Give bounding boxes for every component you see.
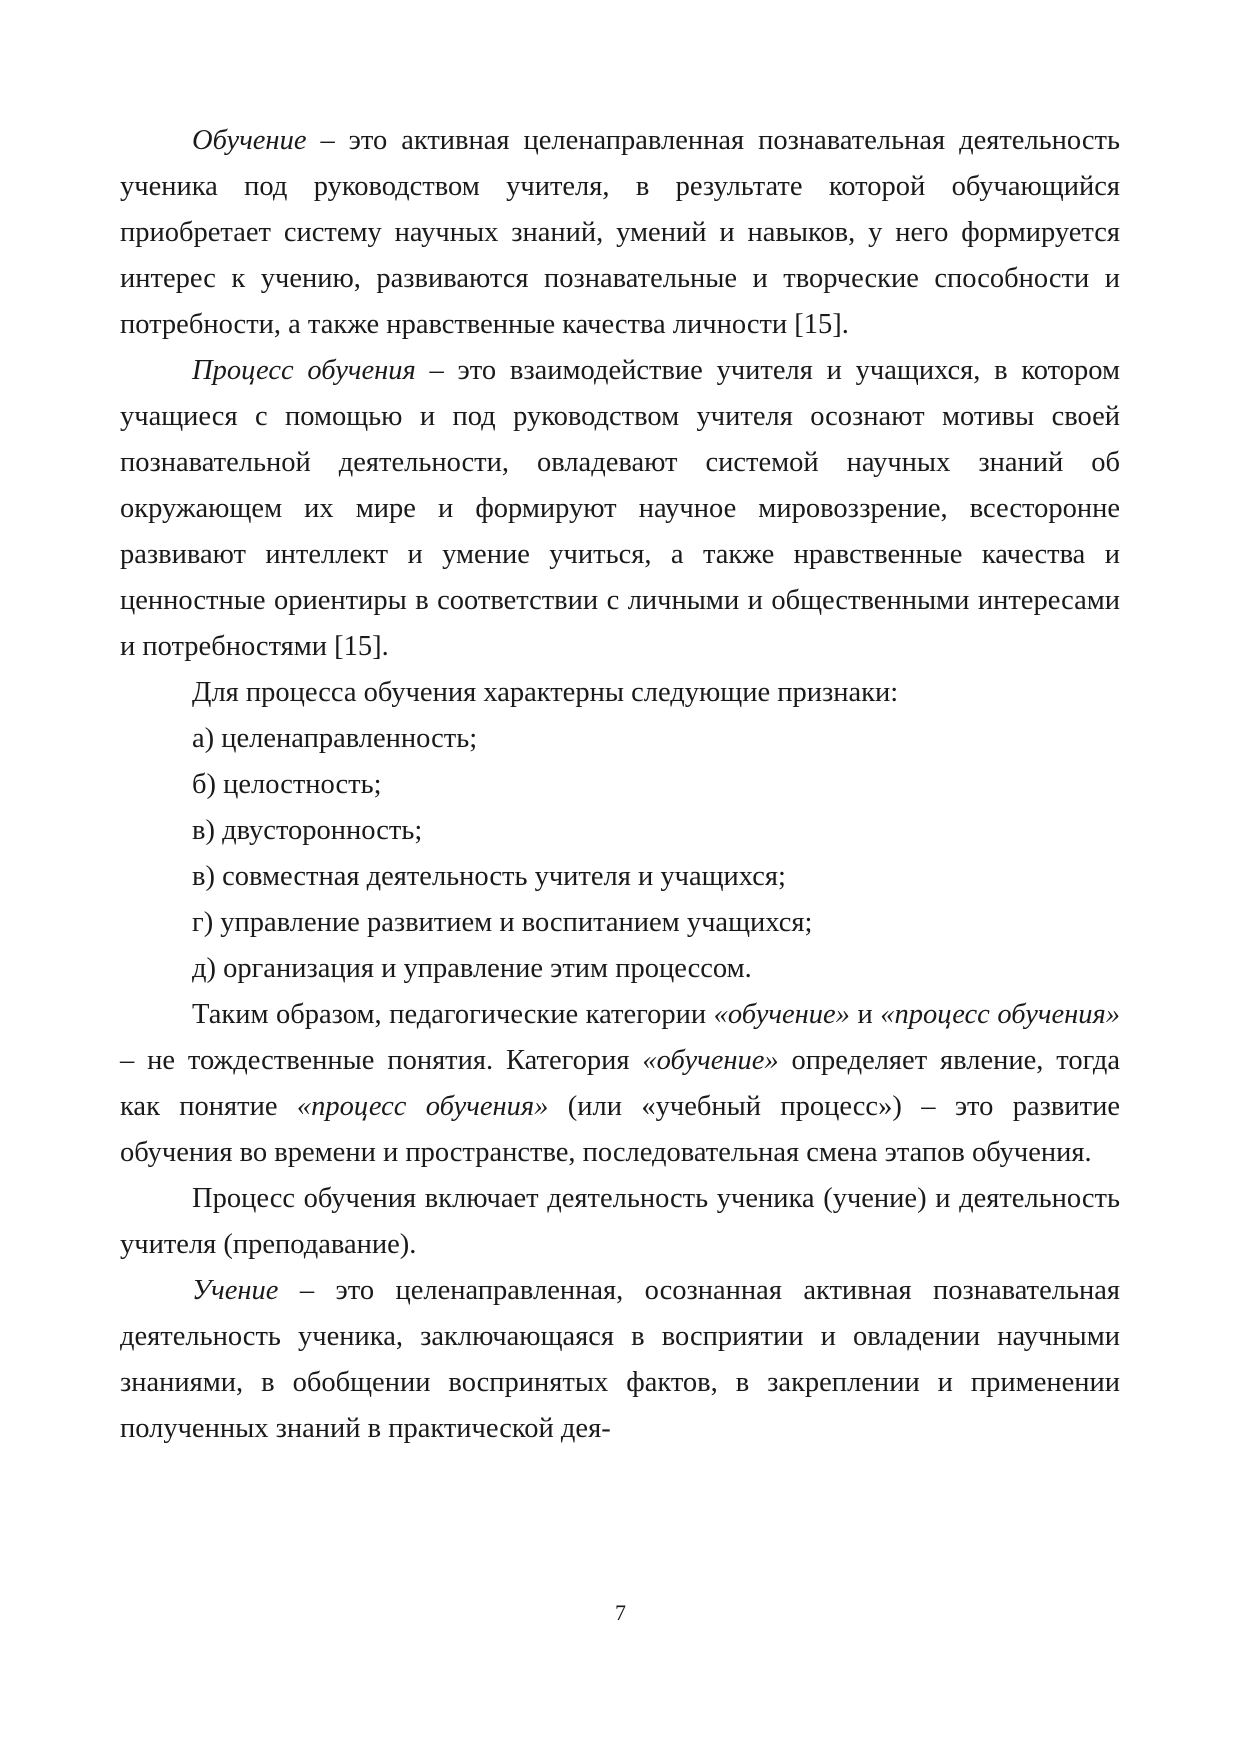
definition-text: – это целенаправленная, осознанная активная познавательная деятельность ученика, заключающаяся в восприятии и овладении научными знаниями, в обобщении воспринятых фактов, в закреплении и применении полученных знаний в практической дея- [120, 1275, 1120, 1444]
term-obuchenie: Обучение [192, 125, 307, 156]
paragraph-uchenie-definition [120, 1268, 1120, 1452]
list-item: б) целостность; [192, 769, 382, 800]
list-item: в) двусторонность; [192, 815, 423, 846]
definition-text: – это взаимодействие учителя и учащихся, в котором учащиеся с помощью и под руководством учителя осознают мотивы своей познавательной деятельности, овладевают системой научных знаний об окружающем их мире и формируют научное мировоззрение, всесторонне развивают интеллект и умение учиться, а также нравственные качества и ценностные ориентиры в соответствии с личными и общественными интересами и потребностями [15]. [120, 355, 1120, 662]
paragraph-process-components: Процесс обучения включает деятельность ученика (учение) и деятельность учителя (преподавание). [120, 1183, 1120, 1260]
definition-text: – это активная целенаправленная познавательная деятельность ученика под руководством учителя, в результате которой обучающийся приобретает систему научных знаний, умений и навыков, у него формируется интерес к учению, развиваются познавательные и творческие способности и потребности, а также нравственные качества личности [15]. [120, 125, 1120, 340]
list-item: в) совместная деятельность учителя и учащихся; [192, 861, 786, 892]
list-item: г) управление развитием и воспитанием учащихся; [192, 907, 813, 938]
term-uchenie: Учение [192, 1275, 279, 1306]
paragraph-obuchenie-definition [120, 118, 1120, 348]
document-page [120, 118, 1120, 1452]
term-process-obucheniya: Процесс обучения [192, 355, 416, 386]
paragraph-process-definition [120, 348, 1120, 670]
page-number: 7 [615, 1600, 626, 1625]
paragraph-categories-comparison: Таким образом, педагогические категории «обучение» и «процесс обучения» – не тождественные понятия. Категория «обучение» определяет явление, тогда как понятие «процесс обучения» (или «учебный процесс») – это развитие обучения во времени и пространстве, последовательная смена этапов обучения. [120, 999, 1121, 1168]
list-item: а) целенаправленность; [192, 723, 478, 754]
list-item: д) организация и управление этим процессом. [192, 953, 752, 984]
paragraph-features-intro: Для процесса обучения характерны следующие признаки: [192, 677, 899, 708]
